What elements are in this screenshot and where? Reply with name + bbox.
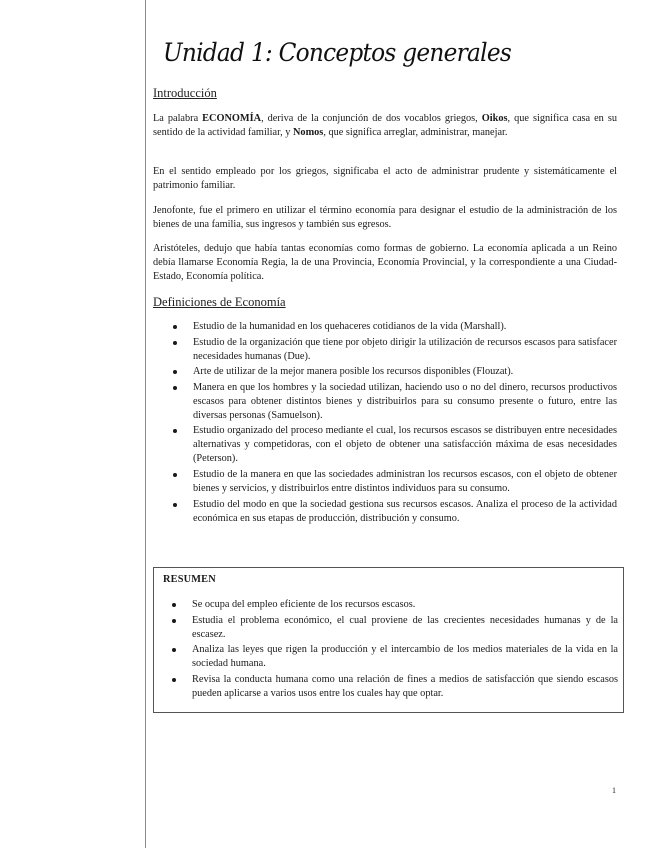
list-item: Estudio de la manera en que las sociedades administran los recursos escasos, con el objeto de obtener bienes y servicios, y distribuirlos entre distintos individuos para su consumo.: [153, 468, 617, 496]
list-item: Estudio del modo en que la sociedad gestiona sus recursos escasos. Analiza el proceso de la actividad económica en sus etapas de producción, distribución y consumo.: [153, 498, 617, 526]
page-number: 1: [612, 786, 616, 795]
summary-box: [153, 567, 624, 713]
list-item: Arte de utilizar de la mejor manera posible los recursos disponibles (Flouzat).: [153, 365, 617, 379]
list-item: Revisa la conducta humana como una relación de fines a medios de satisfacción que siendo escasos pueden aplicarse a varios usos entre los cuales hay que optar.: [154, 673, 618, 701]
list-item: Estudio de la humanidad en los quehaceres cotidianos de la vida (Marshall).: [153, 320, 617, 334]
list-item: Estudio de la organización que tiene por objeto dirigir la utilización de recursos escasos para satisfacer necesidades humanas (Due).: [153, 336, 617, 364]
intro-paragraph-2: En el sentido empleado por los griegos, significaba el acto de administrar prudente y sistemáticamente el patrimonio familiar.: [153, 166, 617, 191]
summary-list: [154, 598, 618, 702]
intro-heading: Introducción: [153, 86, 217, 100]
list-item: Manera en que los hombres y la sociedad utilizan, haciendo uso o no del dinero, recursos productivos escasos para obtener distintos bienes y distribuirlos para su consumo presente o futuro, entre las diversas personas (Samuelson).: [153, 381, 617, 423]
intro-paragraph-4: Aristóteles, dedujo que había tantas economías como formas de gobierno. La economía aplicada a un Reino debía llamarse Economía Regia, la de una Provincia, Economía Provincial, y la correspondiente a una Ciudad-Estado, Economía política.: [153, 243, 617, 282]
definitions-list: [153, 320, 617, 527]
document-title: Unidad 1: Conceptos generales: [163, 38, 512, 67]
list-item: Analiza las leyes que rigen la producción y el intercambio de los medios materiales de la vida en la sociedad humana.: [154, 643, 618, 671]
page-margin-line: [145, 0, 146, 848]
intro-paragraph-1: La palabra ECONOMÍA, deriva de la conjunción de dos vocablos griegos, Oikos, que significa casa en su sentido de la actividad familiar, y Nomos, que significa arreglar, administrar, manejar.: [153, 113, 617, 138]
intro-paragraph-3: Jenofonte, fue el primero en utilizar el término economía para designar el estudio de la administración de los bienes de una familia, sus ingresos y también sus egresos.: [153, 205, 617, 230]
summary-title: RESUMEN: [163, 574, 216, 585]
list-item: Se ocupa del empleo eficiente de los recursos escasos.: [154, 598, 618, 612]
definitions-heading: Definiciones de Economía: [153, 295, 286, 309]
list-item: Estudia el problema económico, el cual proviene de las crecientes necesidades humanas y de la escasez.: [154, 614, 618, 642]
list-item: Estudio organizado del proceso mediante el cual, los recursos escasos se distribuyen entre necesidades alternativas y competidoras, con el objeto de obtener una satisfacción máxima de esas necesidades (Peterson).: [153, 424, 617, 466]
